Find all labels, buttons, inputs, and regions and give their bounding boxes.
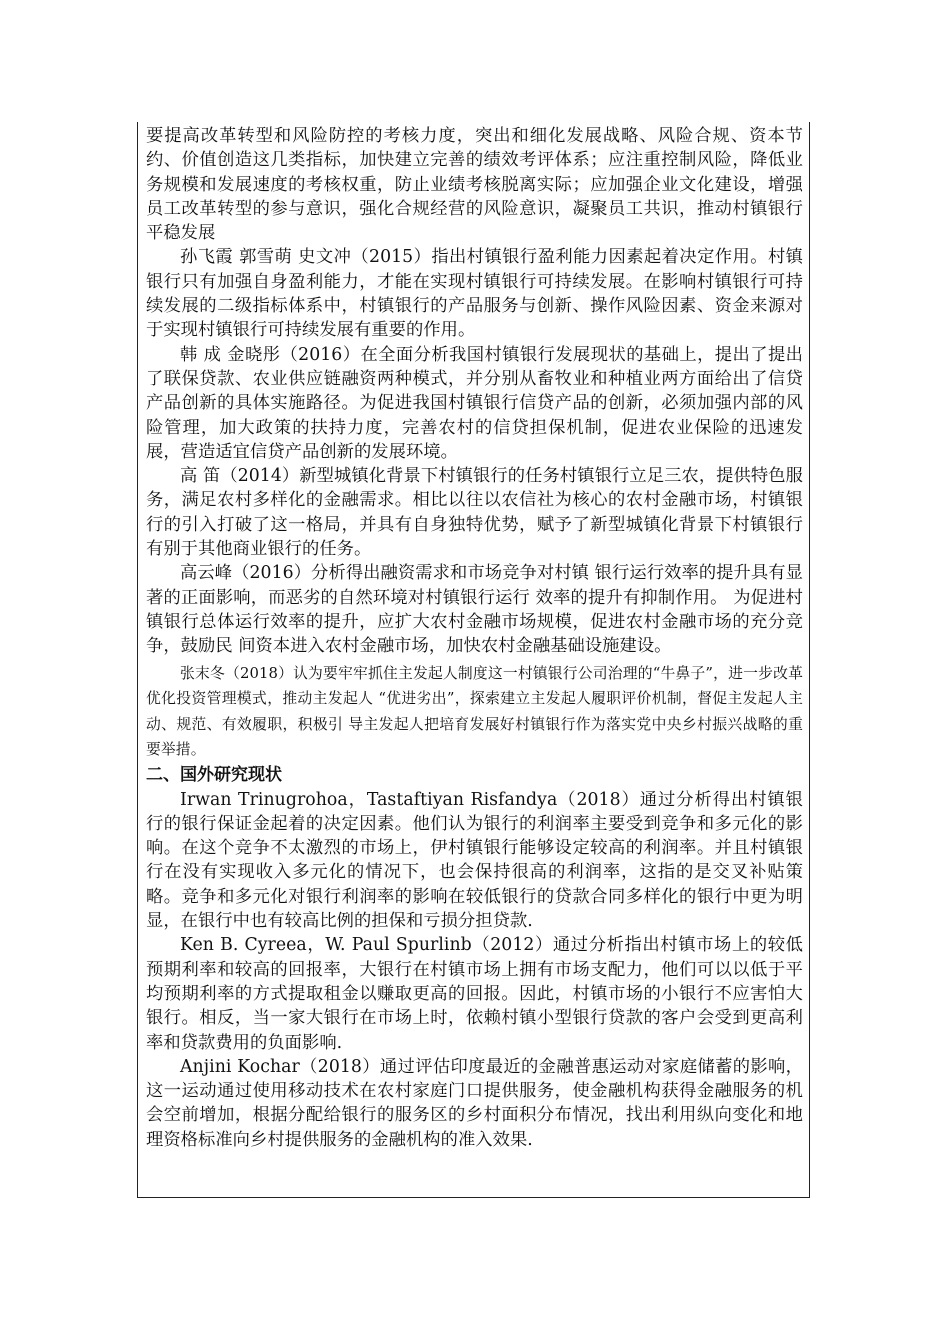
paragraph-reform-assessment: 要提高改革转型和风险防控的考核力度，突出和细化发展战略、风险合规、资本节约、价值创造这几类指标，加快建立完善的绩效考评体系；应注重控制风险，降低业务规模和发展速度的考核权重，防止业绩考核脱离实际；应加强企业文化建设，增强员工改革转型的参与意识，强化合规经营的风险意识，凝聚员工共识，推动村镇银行平稳发展 [146,126,803,244]
paragraph-irwan-trinugrohoa: Irwan Trinugrohoa，Tastaftiyan Risfandya（2018）通过分析得出村镇银行的银行保证金起着的决定因素。他们认为银行的利润率主要受到竞争和多元化的影响。在这个竞争不太激烈的市场上，伊村镇银行能够设定较高的利润率。并且村镇银行在没有实现收入多元化的情况下，也会保持很高的利润率，这指的是交叉补贴策略。竞争和多元化对银行利润率的影响在较低银行的贷款合同多样化的银行中更为明显，在银行中也有较高比例的担保和亏损分担贷款. [146,789,803,932]
paragraph-zhang-modong: 张末冬（2018）认为要牢牢抓住主发起人制度这一村镇银行公司治理的“牛鼻子”，进一步改革优化投资管理模式，推动主发起人 “优进劣出”，探索建立主发起人履职评价机制，督促主发起人主动、规范、有效履职，积极引 导主发起人把培育发展好村镇银行作为落实党中央乡村振兴战略的重要举措。 [146,664,803,759]
document-table-cell [137,122,810,1198]
paragraph-gao-yunfeng: 高云峰（2016）分析得出融资需求和市场竞争对村镇 银行运行效率的提升具有显著的正面影响，而恶劣的自然环境对村镇银行运行 效率的提升有抑制作用。 为促进村镇银行总体运行效率的提升，应扩大农村金融市场规模，促进农村金融市场的充分竞争，鼓励民 间资本进入农村金融市场，加快农村金融基础设施建设。 [146,563,803,657]
paragraph-sun-feixia: 孙飞霞 郭雪萌 史文冲（2015）指出村镇银行盈利能力因素起着决定作用。村镇银行只有加强自身盈利能力，才能在实现村镇银行可持续发展。在影响村镇银行可持续发展的二级指标体系中，村镇银行的产品服务与创新、操作风险因素、资金来源对于实现村镇银行可持续发展有重要的作用。 [146,247,803,341]
paragraph-ken-cyreea: Ken B. Cyreea，W. Paul Spurlinb（2012）通过分析指出村镇市场上的较低预期利率和较高的回报率，大银行在村镇市场上拥有市场支配力，他们可以以低于平均预期利率的方式提取租金以赚取更高的回报。因此，村镇市场的小银行不应害怕大银行。相反，当一家大银行在市场上时，依赖村镇小型银行贷款的客户会受到更高利率和贷款费用的负面影响. [146,935,803,1053]
paragraph-han-cheng: 韩 成 金晓彤（2016）在全面分析我国村镇银行发展现状的基础上，提出了提出了联保贷款、农业供应链融资两种模式，并分别从畜牧业和种植业两方面给出了信贷产品创新的具体实施路径。为促进我国村镇银行信贷产品的创新，必须加强内部的风险管理，加大政策的扶持力度，完善农村的信贷担保机制，促进农业保险的迅速发展，营造适宜信贷产品创新的发展环境。 [146,344,803,462]
paragraph-gao-di: 高 笛（2014）新型城镇化背景下村镇银行的任务村镇银行立足三农，提供特色服务，满足农村多样化的金融需求。相比以往以农信社为核心的农村金融市场，村镇银行的引入打破了这一格局，并具有自身独特优势，赋予了新型城镇化背景下村镇银行有别于其他商业银行的任务。 [146,466,803,560]
section-heading-foreign-research: 二、国外研究现状 [146,764,282,785]
paragraph-anjini-kochar: Anjini Kochar（2018）通过评估印度最近的金融普惠运动对家庭储蓄的影响，这一运动通过使用移动技术在农村家庭门口提供服务，使金融机构获得金融服务的机会空前增加，根据分配给银行的服务区的乡村面积分布情况，找出利用纵向变化和地理资格标准向乡村提供服务的金融机构的准入效果. [146,1056,803,1150]
